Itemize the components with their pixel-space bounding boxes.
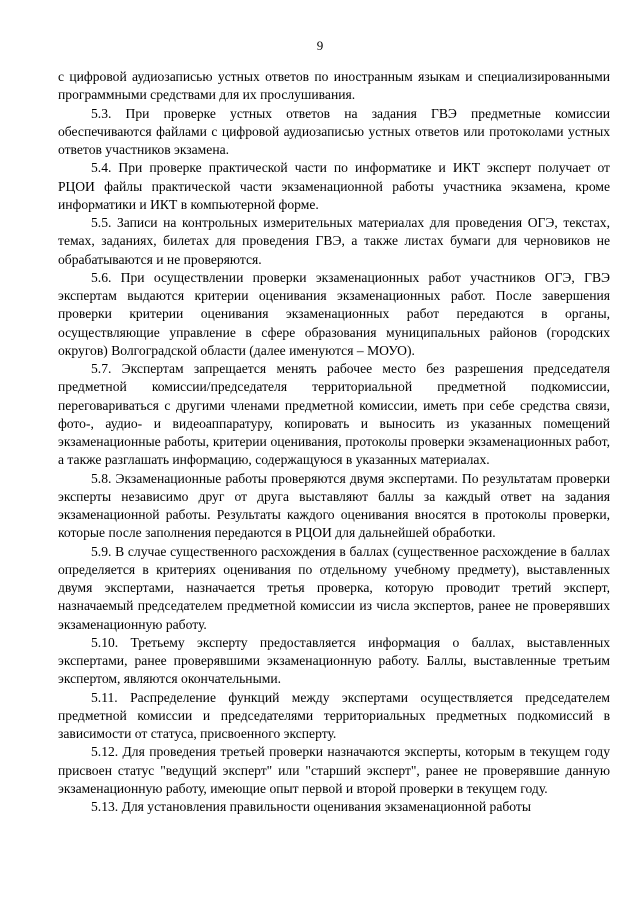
paragraph-continuation: с цифровой аудиозаписью устных ответов по иностранным языкам и специализированными программными средствами для их прослушивания. [58,69,610,103]
paragraph-5-7: 5.7. Экспертам запрещается менять рабочее место без разрешения председателя предметной комиссии/председателя территориальной предметной подкомиссии, переговариваться с другими членами предметной комиссии, иметь при себе средства связи, фото-, аудио- и видеоаппаратуру, копировать и выносить из указанных помещений экзаменационные работы, критерии оценивания, протоколы проверки экзаменационных работ, а также разглашать информацию, содержащуюся в указанных материалах. [58,361,610,468]
paragraph-5-3: 5.3. При проверке устных ответов на задания ГВЭ предметные комиссии обеспечиваются файлами с цифровой аудиозаписью устных ответов или протоколами устных ответов участников экзамена. [58,105,610,157]
paragraph-5-5: 5.5. Записи на контрольных измерительных материалах для проведения ОГЭ, текстах, темах, заданиях, билетах для проведения ГВЭ, а также листах бумаги для черновиков не обрабатываются и не проверяются. [58,215,610,267]
page-number: 9 [316,38,324,53]
document-body [58,68,610,816]
paragraph-5-10: 5.10. Третьему эксперту предоставляется информация о баллах, выставленных экспертами, ранее проверявшими экзаменационную работу. Баллы, выставленные третьим экспертом, являются окончательными. [58,634,610,687]
paragraph-5-8: 5.8. Экзаменационные работы проверяются двумя экспертами. По результатам проверки эксперты независимо друг от друга выставляют баллы за каждый ответ на задания экзаменационной работы. Результаты каждого оценивания вносятся в протоколы проверки, которые после заполнения передаются в РЦОИ для дальнейшей обработки. [58,470,610,541]
paragraph-5-4: 5.4. При проверке практической части по информатике и ИКТ эксперт получает от РЦОИ файлы практической части экзаменационной работы участника экзамена, кроме информатики и ИКТ в компьютерной форме. [58,160,610,212]
paragraph-5-12: 5.12. Для проведения третьей проверки назначаются эксперты, которым в текущем году присвоен статус "ведущий эксперт" или "старший эксперт", ранее не проверявшие данную экзаменационную работу, имеющие опыт первой и второй проверки в текущем году. [58,744,610,796]
paragraph-5-13: 5.13. Для установления правильности оценивания экзаменационной работы [91,799,531,814]
paragraph-5-11: 5.11. Распределение функций между экспертами осуществляется председателем предметной комиссии и председателями территориальных предметных подкомиссий в зависимости от статуса, присвоенного эксперту. [58,689,610,741]
paragraph-5-9: 5.9. В случае существенного расхождения в баллах (существенное расхождение в баллах определяется в критериях оценивания по отдельному учебному предмету), выставленных двумя экспертами, назначается третья проверка, которую проводит третий эксперт, назначаемый председателем предметной комиссии из числа экспертов, ранее не проверявших экзаменационную работу. [58,543,610,632]
paragraph-5-6: 5.6. При осуществлении проверки экзаменационных работ участников ОГЭ, ГВЭ экспертам выдаются критерии оценивания экзаменационных работ. После завершения проверки критерии оценивания экзаменационных работ передаются в органы, осуществляющие управление в сфере образования муниципальных районов (городских округов) Волгоградской области (далее именуются – МОУО). [58,269,610,358]
